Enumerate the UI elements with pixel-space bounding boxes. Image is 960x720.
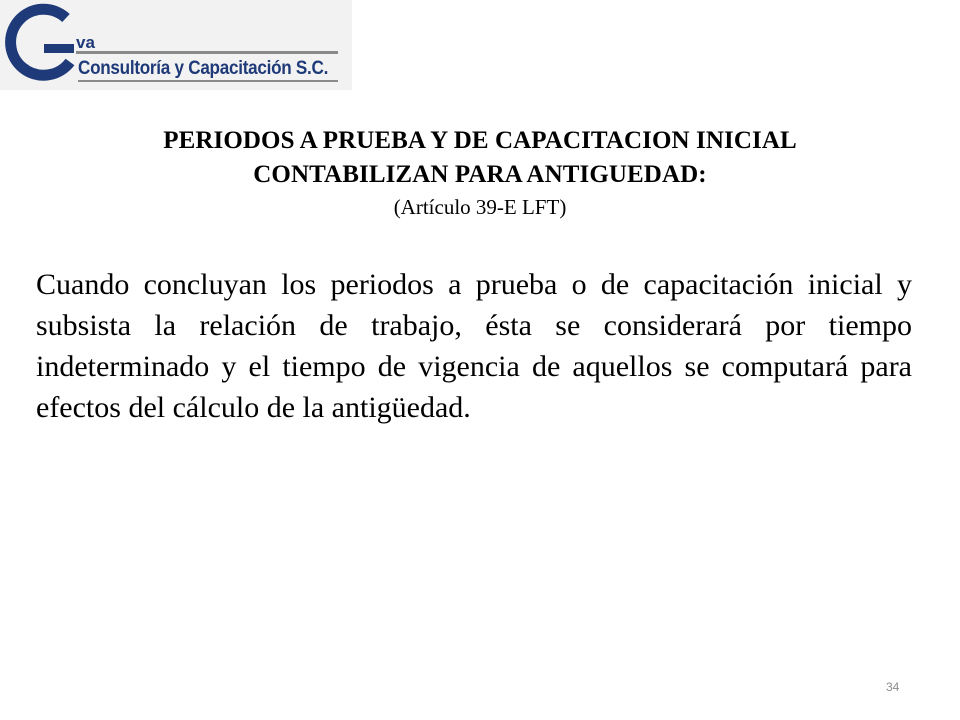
logo-mark-text: va xyxy=(76,33,95,52)
logo-company-name: Consultoría y Capacitación S.C. xyxy=(78,58,329,79)
title-subtitle: (Artículo 39-E LFT) xyxy=(393,195,567,219)
body-paragraph: Cuando concluyan los periodos a prueba o de capacitación inicial y subsista la relación de trabajo, ésta se considerará por tiempo indeterminado y el tiempo de vigencia de aquellos se computará para efectos del cálculo de la antigüedad. xyxy=(36,268,912,424)
title-line-2: CONTABILIZAN PARA ANTIGUEDAD: xyxy=(253,161,707,188)
company-logo xyxy=(0,0,352,90)
page-number: 34 xyxy=(886,680,900,694)
title-line-1: PERIODOS A PRUEBA Y DE CAPACITACION INICIAL xyxy=(163,127,797,154)
slide-title xyxy=(40,124,920,222)
